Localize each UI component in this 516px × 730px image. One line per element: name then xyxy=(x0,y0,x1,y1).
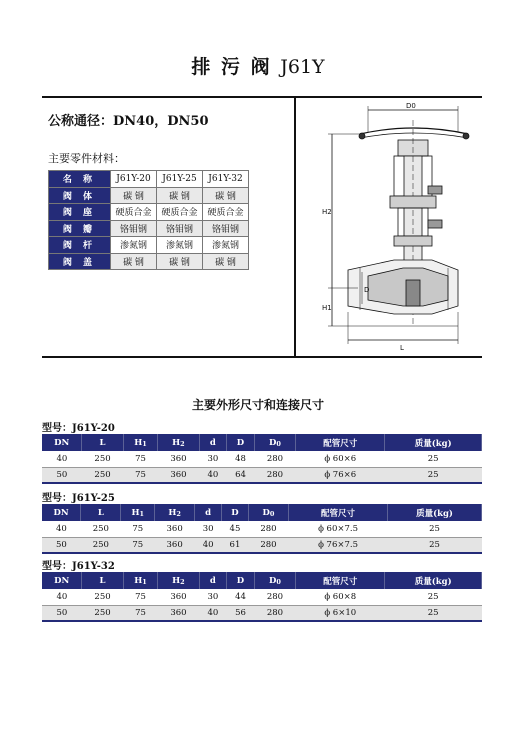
cell-d-small: 30 xyxy=(199,589,227,605)
dimension-table-j61y-25 xyxy=(42,504,482,554)
page-title xyxy=(0,52,516,79)
materials-header-cell: J61Y-32 xyxy=(203,171,249,188)
materials-row xyxy=(49,220,249,237)
table-row xyxy=(42,521,482,537)
materials-header-cell: J61Y-20 xyxy=(111,171,157,188)
header-d-small: d xyxy=(195,504,222,521)
cell-d-big: 56 xyxy=(227,605,255,621)
header-d0: D0 xyxy=(248,504,288,521)
materials-table xyxy=(48,170,249,270)
cell-h2: 360 xyxy=(158,589,199,605)
cell-h2: 360 xyxy=(155,521,195,537)
material-cell: 铬钼钢 xyxy=(203,220,249,237)
h2-label: H2 xyxy=(322,208,332,216)
model-label-j61y-20: 型号：J61Y-20 xyxy=(42,423,115,434)
spec-panel xyxy=(42,96,482,358)
model-label-j61y-25: 型号：J61Y-25 xyxy=(42,493,115,504)
cell-d-small: 30 xyxy=(195,521,222,537)
part-name: 阀 体 xyxy=(49,187,111,204)
dimension-table-j61y-20 xyxy=(42,434,482,484)
part-name: 阀 座 xyxy=(49,204,111,221)
table-row xyxy=(42,451,482,467)
header-dn: DN xyxy=(42,504,81,521)
materials-header-row xyxy=(49,171,249,188)
cell-h1: 75 xyxy=(121,537,155,553)
cell-mass: 25 xyxy=(385,589,482,605)
cell-l: 250 xyxy=(81,521,121,537)
cell-d0: 280 xyxy=(254,589,295,605)
dim-header-row xyxy=(42,572,482,589)
header-d-big: D xyxy=(227,434,255,451)
cell-d-big: 48 xyxy=(227,451,255,467)
cell-h2: 360 xyxy=(155,537,195,553)
cell-mass: 25 xyxy=(385,605,482,621)
cell-mass: 25 xyxy=(385,451,482,467)
cell-pipe: ϕ 76×7.5 xyxy=(289,537,388,553)
cell-h1: 75 xyxy=(123,605,158,621)
part-name: 阀 瓣 xyxy=(49,220,111,237)
material-cell: 碳 钢 xyxy=(111,253,157,270)
cell-mass: 25 xyxy=(388,521,482,537)
header-l: L xyxy=(82,572,123,589)
header-mass: 质量(kg) xyxy=(388,504,482,521)
material-cell: 硬质合金 xyxy=(203,204,249,221)
material-cell: 硬质合金 xyxy=(157,204,203,221)
header-h2: H2 xyxy=(158,572,199,589)
header-d-small: d xyxy=(199,434,227,451)
material-cell: 碳 钢 xyxy=(157,253,203,270)
title-name: 排 污 阀 xyxy=(191,56,272,78)
table-row xyxy=(42,605,482,621)
cell-pipe: ϕ 60×8 xyxy=(296,589,385,605)
dimensions-section-title: 主要外形尺寸和连接尺寸 xyxy=(191,398,324,412)
material-cell: 碳 钢 xyxy=(203,187,249,204)
cell-dn: 50 xyxy=(42,537,81,553)
cell-d-big: 64 xyxy=(227,467,255,483)
cell-d-small: 30 xyxy=(199,451,227,467)
cell-d0: 280 xyxy=(254,467,295,483)
cell-h2: 360 xyxy=(158,467,199,483)
cell-dn: 40 xyxy=(42,451,82,467)
cell-l: 250 xyxy=(82,589,123,605)
materials-header-name: 名 称 xyxy=(49,171,111,188)
cell-l: 250 xyxy=(81,537,121,553)
table-row xyxy=(42,467,482,483)
materials-header-cell: J61Y-25 xyxy=(157,171,203,188)
h1-label: H1 xyxy=(322,304,332,312)
material-cell: 碳 钢 xyxy=(111,187,157,204)
dim-header-row xyxy=(42,504,482,521)
header-h1: H1 xyxy=(123,572,158,589)
header-pipe: 配管尺寸 xyxy=(296,572,385,589)
cell-l: 250 xyxy=(82,467,123,483)
cell-d0: 280 xyxy=(254,451,295,467)
d-label: D xyxy=(364,286,370,294)
materials-row xyxy=(49,187,249,204)
header-d0: D0 xyxy=(254,572,295,589)
cell-h2: 360 xyxy=(158,605,199,621)
cell-pipe: ϕ 6×10 xyxy=(296,605,385,621)
material-cell: 碳 钢 xyxy=(203,253,249,270)
cell-d-big: 61 xyxy=(222,537,249,553)
table-row xyxy=(42,537,482,553)
cell-h1: 75 xyxy=(123,451,158,467)
cell-d0: 280 xyxy=(254,605,295,621)
cell-dn: 40 xyxy=(42,521,81,537)
header-d0: D0 xyxy=(254,434,295,451)
header-pipe: 配管尺寸 xyxy=(289,504,388,521)
valve-drawing xyxy=(298,100,480,356)
parts-materials-label: 主要零件材料： xyxy=(48,152,125,165)
dimension-table-j61y-32 xyxy=(42,572,482,622)
part-name: 阀 杆 xyxy=(49,237,111,254)
material-cell: 渗氮钢 xyxy=(111,237,157,254)
cell-l: 250 xyxy=(82,451,123,467)
header-dn: DN xyxy=(42,572,82,589)
l-label: L xyxy=(400,344,404,352)
d0-label: D0 xyxy=(406,102,416,110)
header-l: L xyxy=(82,434,123,451)
cell-d0: 280 xyxy=(248,537,288,553)
cell-h1: 75 xyxy=(123,467,158,483)
nominal-size: 公称通径：DN40，DN50 xyxy=(48,114,209,129)
cell-l: 250 xyxy=(82,605,123,621)
cell-d-small: 40 xyxy=(195,537,222,553)
table-row xyxy=(42,589,482,605)
material-cell: 铬钼钢 xyxy=(157,220,203,237)
cell-pipe: ϕ 60×6 xyxy=(296,451,385,467)
material-cell: 渗氮钢 xyxy=(157,237,203,254)
header-h1: H1 xyxy=(121,504,155,521)
title-model: J61Y xyxy=(280,56,325,78)
cell-d-big: 44 xyxy=(227,589,255,605)
model-label-j61y-32: 型号：J61Y-32 xyxy=(42,561,115,572)
cell-mass: 25 xyxy=(388,537,482,553)
dim-header-row xyxy=(42,434,482,451)
panel-divider xyxy=(294,98,296,356)
header-d-big: D xyxy=(227,572,255,589)
material-cell: 硬质合金 xyxy=(111,204,157,221)
header-h2: H2 xyxy=(158,434,199,451)
cell-dn: 50 xyxy=(42,467,82,483)
cell-dn: 40 xyxy=(42,589,82,605)
header-h2: H2 xyxy=(155,504,195,521)
cell-d0: 280 xyxy=(248,521,288,537)
cell-h1: 75 xyxy=(121,521,155,537)
cell-pipe: ϕ 60×7.5 xyxy=(289,521,388,537)
cell-d-small: 40 xyxy=(199,605,227,621)
header-mass: 质量(kg) xyxy=(385,572,482,589)
cell-d-small: 40 xyxy=(199,467,227,483)
cell-d-big: 45 xyxy=(222,521,249,537)
materials-row xyxy=(49,204,249,221)
cell-h2: 360 xyxy=(158,451,199,467)
material-cell: 碳 钢 xyxy=(157,187,203,204)
header-h1: H1 xyxy=(123,434,158,451)
cell-h1: 75 xyxy=(123,589,158,605)
part-name: 阀 盖 xyxy=(49,253,111,270)
materials-row xyxy=(49,253,249,270)
material-cell: 铬钼钢 xyxy=(111,220,157,237)
header-pipe: 配管尺寸 xyxy=(296,434,385,451)
materials-row xyxy=(49,237,249,254)
cell-mass: 25 xyxy=(385,467,482,483)
header-dn: DN xyxy=(42,434,82,451)
cell-dn: 50 xyxy=(42,605,82,621)
header-l: L xyxy=(81,504,121,521)
material-cell: 渗氮钢 xyxy=(203,237,249,254)
header-d-big: D xyxy=(222,504,249,521)
cell-pipe: ϕ 76×6 xyxy=(296,467,385,483)
header-d-small: d xyxy=(199,572,227,589)
header-mass: 质量(kg) xyxy=(385,434,482,451)
